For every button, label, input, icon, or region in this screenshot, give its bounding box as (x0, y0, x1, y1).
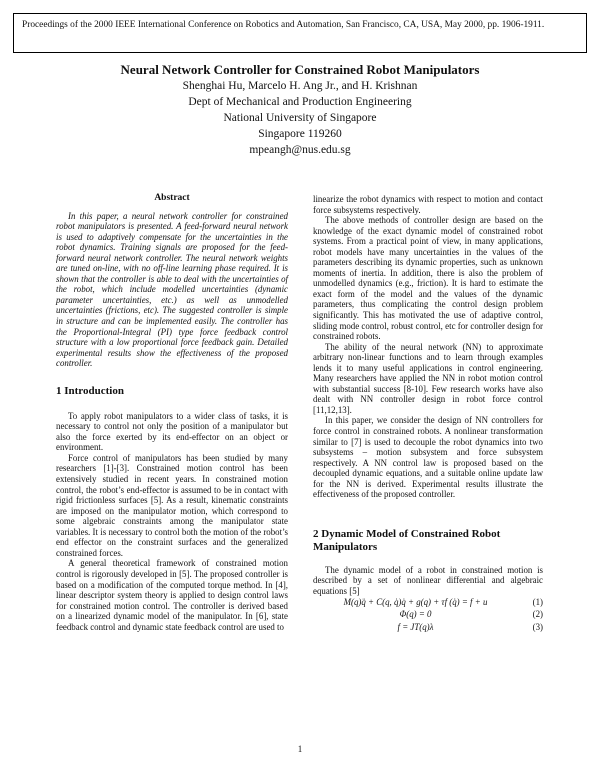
intro-paragraph-1: To apply robot manipulators to a wider class of tasks, it is necessary to control not only the position of a manipulator but also the force exerted by its end-effector on an object or environment. (56, 410, 288, 453)
intro-heading: 1 Introduction (56, 384, 124, 397)
page-number: 1 (297, 744, 303, 754)
section2-paragraph-1: The dynamic model of a robot in constrained motion is described by a set of nonlinear differential and algebraic equations [5] (313, 564, 543, 596)
intro-paragraph-3-continued: linearize the robot dynamics with respect to motion and contact force subsystems respectively. (313, 194, 543, 215)
abstract-text: In this paper, a neural network controller for constrained robot manipulators is presented. A feed-forward neural network is used to adaptively compensate for the uncertainties in the robot dynamics. Training signals are proposed for the feed-forward neural network controller. The neural network weights are tuned on-line, with no off-line learning phase required. It is shown that the controller is able to deal with the uncertainties of the robot, which include modelled uncertainties (dynamic parameter uncertainties, etc.) as well as unmodelled uncertainties (frictions, etc). The suggested controller is simple in structure and can be implemented easily. The controller has the Proportional-Integral (PI) type force feedback control structure with a low proportional force feedback gain. Detailed experimental results show the effectiveness of the proposed controller. (56, 210, 288, 369)
intro-paragraph-4: The above methods of controller design are based on the knowledge of the exact dynamic model of constrained robot systems. From a practical point of view, in many applications, robot models have many uncertainties in the values of the parameters describing its dynamic properties, such as unknown moments of inertia. In addition, there is also the problem of unmodelled dynamics (e.g., friction). It is hard to estimate the exact form of the model and the values of the dynamic parameters, thus complicating the control design problem significantly. This has motivated the use of adaptive control, sliding mode control, robust control, etc for controller design for constrained robots. (313, 215, 543, 342)
section2-heading: 2 Dynamic Model of Constrained Robot Manipulators (313, 527, 501, 553)
author-list: Shenghai Hu, Marcelo H. Ang Jr., and H. Krishnan (182, 80, 418, 92)
equation-1-body: M(q)q̈ + C(q, q̇)q̇ + g(q) + τf (q̇) = f + u (343, 596, 488, 607)
paper-title: Neural Network Controller for Constrained Robot Manipulators (120, 62, 480, 77)
equation-3-body: f = JT(q)λ (397, 621, 434, 632)
equation-2-number: (2) (532, 609, 543, 619)
proceedings-banner (13, 13, 587, 53)
author-email: mpeangh@nus.edu.sg (249, 144, 351, 156)
affiliation-university: National University of Singapore (223, 112, 377, 124)
affiliation-city: Singapore 119260 (258, 128, 342, 140)
left-column (56, 193, 288, 632)
intro-paragraph-3: A general theoretical framework of constrained motion control is rigorously developed in [5]. The proposed controller is based on a modification of the computed torque method. In [4], linear descriptor system theory is applied to design control laws for constrained motion control. The controller is derived based on a linearized dynamic model of the manipulator. In [6], state feedback control and dynamic state feedback control are used to (56, 558, 288, 632)
intro-paragraph-2: Force control of manipulators has been studied by many researchers [1]-[3]. Constrained motion control has been extensively studied in recent years. In constrained motion control, the robot’s end-effector is assumed to be in contact with rigid frictionless surfaces [5]. As a result, kinematic constraints are imposed on the manipulator motion, which correspond to some algebraic constraints among the manipulator state variables. It is necessary to control both the motion of the robot’s end effector on the constraint surfaces and the generalized constrained forces. (56, 452, 288, 558)
right-column (313, 194, 543, 634)
equation-3 (313, 622, 543, 635)
equation-2 (313, 609, 543, 622)
abstract-heading: Abstract (154, 193, 190, 203)
equation-1-number: (1) (532, 596, 543, 607)
intro-paragraph-5: The ability of the neural network (NN) to approximate arbitrary non-linear functions and to learn through examples lends it to many useful applications in control engineering. Many researchers have applied the NN in robot motion control with substantial success [8-10]. Few research works have also dealt with NN controller design in robot force control [11,12,13]. (313, 341, 543, 415)
banner-text: Proceedings of the 2000 IEEE International Conference on Robotics and Automation, San Francisco, CA, USA, May 2000, pp. 1906-1911. (22, 20, 545, 30)
equation-3-number: (3) (532, 621, 543, 632)
affiliation-dept: Dept of Mechanical and Production Engineering (188, 96, 412, 108)
equation-2-body: Φ(q) = 0 (399, 609, 432, 619)
intro-paragraph-6: In this paper, we consider the design of NN controllers for force control in constrained robots. A nonlinear transformation similar to [7] is used to decouple the robot dynamics into two subsystems – motion subsystem and force subsystem respectively. A NN control law is proposed based on the decoupled dynamic equations, and a suitable online update law for the NN is derived. Experimental results illustrate the effectiveness of the proposed controller. (313, 415, 543, 500)
equation-1 (313, 597, 543, 610)
